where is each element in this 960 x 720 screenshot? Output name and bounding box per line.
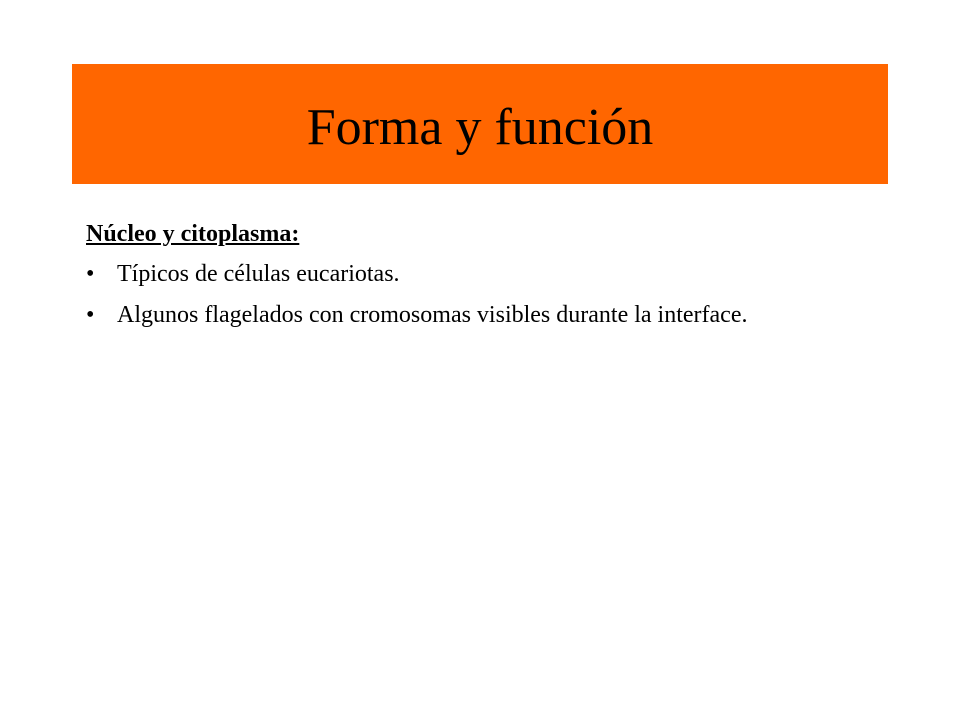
bullet-list <box>86 260 834 330</box>
bullet-item <box>86 260 834 289</box>
bullet-text: Algunos flagelados con cromosomas visibles durante la interface. <box>117 302 748 328</box>
slide-title: Forma y función <box>306 99 654 156</box>
bullet-text: Típicos de células eucariotas. <box>117 261 400 287</box>
bullet-item <box>86 301 834 330</box>
bullet-icon: • <box>86 302 95 328</box>
title-bar <box>72 64 888 184</box>
slide-content <box>86 216 834 342</box>
bullet-icon: • <box>86 261 95 287</box>
section-subheading: Núcleo y citoplasma: <box>86 221 300 247</box>
